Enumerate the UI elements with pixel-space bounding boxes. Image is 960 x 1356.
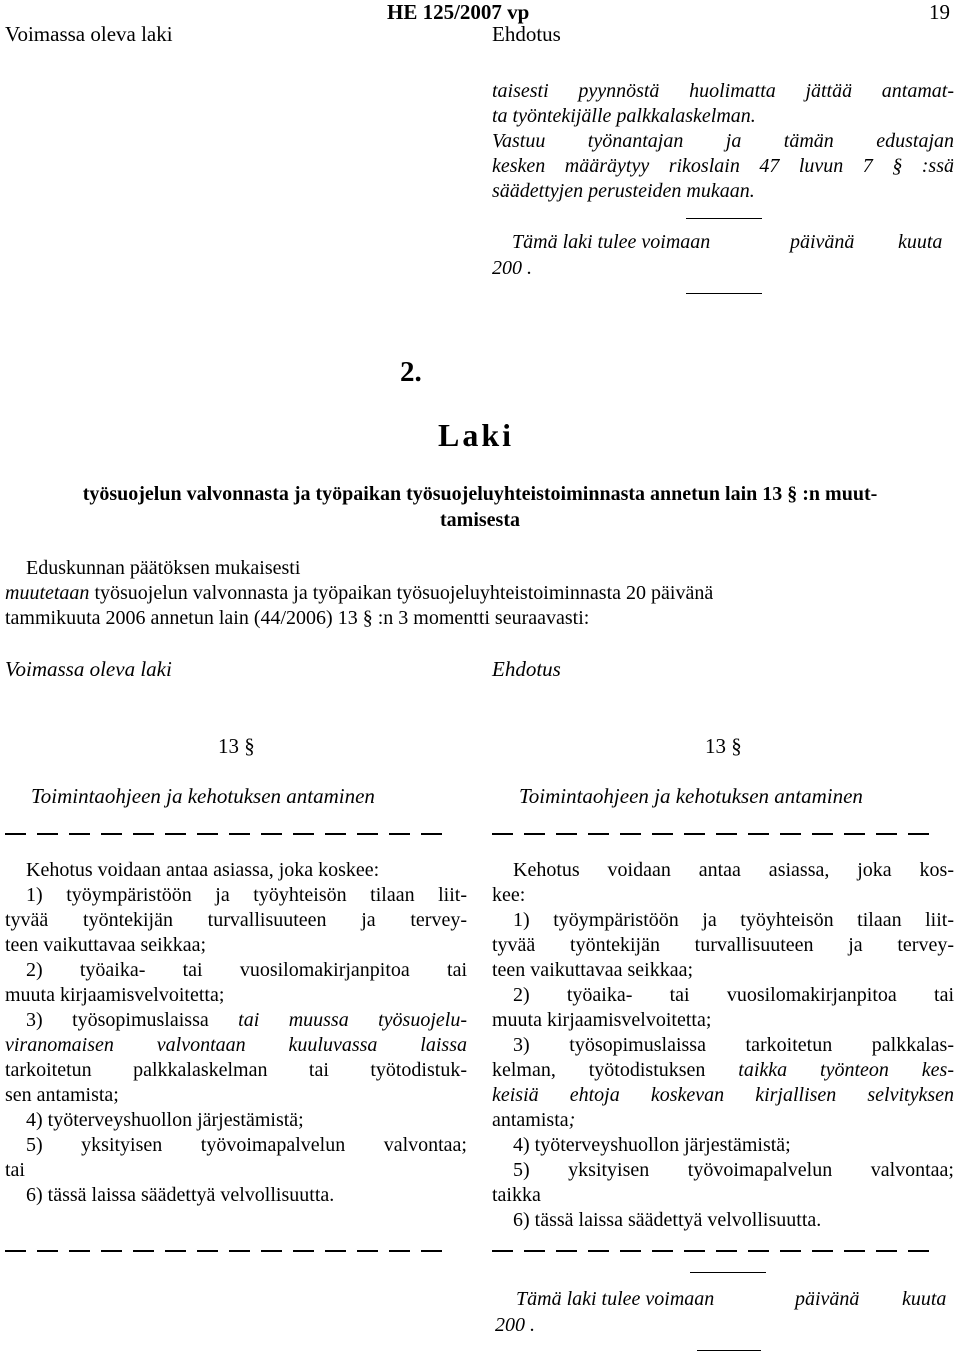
text-line: keisiä ehtoja koskevan kirjallisen selvityksen [492,1084,954,1106]
omission-dashes [5,833,442,835]
text-line [492,1108,954,1133]
omission-dashes [492,1250,929,1252]
right-entry-into-force-day: päivänä [795,1288,860,1310]
text-line [492,1058,954,1083]
entry-into-force-day: päivänä [790,231,855,253]
page-number: 19 [929,0,950,24]
left-section-body [5,858,467,1208]
text-line: 2) työaika- tai vuosilomakirjanpitoa tai [513,984,954,1006]
text-line: muuta kirjaamisvelvoitetta; [5,984,225,1006]
text-line: sen antamista; [5,1084,119,1106]
law-subtitle-line1: työsuojelun valvonnasta ja työpaikan työsuojeluyhteistoiminnasta annetun lain 13 § :n muut- [82,483,878,505]
right-section-body [492,858,954,1233]
separator-rule [686,218,762,219]
text-line: ta työntekijälle palkkalaskelman. [492,105,756,127]
text-span: kelman, työtodistuksen [492,1059,739,1081]
preamble-line2 [5,582,713,605]
text-line: kesken määräytyy rikoslain 47 luvun 7 § :ssä [492,155,954,177]
right-section-number: 13 § [705,734,742,758]
law-number: 2. [400,356,422,388]
text-line: teen vaikuttavaa seikkaa; [5,934,207,956]
right-entry-into-force-month: kuuta [902,1288,947,1310]
text-line: 5) yksityisen työvoimapalvelun valvontaa; [513,1159,954,1181]
omission-dashes [492,833,929,835]
text-line: 1) työympäristöön ja työyhteisön tilaan liit- [513,909,954,931]
preamble-line3: tammikuuta 2006 annetun lain (44/2006) 13 § :n 3 momentti seuraavasti: [5,607,590,629]
text-line: Vastuu työnantajan ja tämän edustajan [492,130,954,152]
preamble-verb: muutetaan [5,582,90,604]
text-line: tai [5,1159,25,1181]
text-line: viranomaisen valvontaan kuuluvassa laissa [5,1034,467,1056]
text-line: 4) työterveyshuollon järjestämistä; [26,1109,304,1131]
law-title: Laki [438,417,515,453]
text-line: 6) tässä laissa säädettyä velvollisuutta. [513,1209,822,1231]
text-line: muuta kirjaamisvelvoitetta; [492,1009,712,1031]
header-left-label: Voimassa oleva laki [5,22,173,46]
text-span: taikka työnteon kes- [738,1059,954,1081]
text-line [5,1008,467,1033]
text-span: tai muussa työsuojelu- [238,1009,467,1031]
text-line: 2) työaika- tai vuosilomakirjanpitoa tai [26,959,467,981]
right-column-heading: Ehdotus [492,657,561,681]
text-line: säädettyjen perusteiden mukaan. [492,180,755,202]
text-line: 3) työsopimuslaissa tarkoitetun palkkalas- [513,1034,954,1056]
left-section-title: Toimintaohjeen ja kehotuksen antaminen [31,784,375,808]
separator-rule [690,1272,766,1273]
top-right-paragraph [492,79,954,204]
text-line: Kehotus voidaan antaa asiassa, joka kos- [513,859,954,881]
right-entry-into-force-year: 200 . [495,1314,535,1336]
separator-rule [686,293,762,294]
text-line: 1) työympäristöön ja työyhteisön tilaan liit- [26,884,467,906]
law-subtitle-line2: tamisesta [440,509,520,531]
text-span: 3) työsopimuslaissa [26,1009,239,1031]
text-line: 6) tässä laissa säädettyä velvollisuutta. [26,1184,335,1206]
entry-into-force-month: kuuta [898,231,943,253]
text-line: Kehotus voidaan antaa asiassa, joka koskee: [26,859,380,881]
entry-into-force-year: 200 . [492,257,532,279]
preamble-line1: Eduskunnan päätöksen mukaisesti [26,557,301,579]
text-line: taikka [492,1184,541,1206]
text-line: taisesti pyynnöstä huolimatta jättää antamat- [492,80,954,102]
preamble-text: työsuojelun valvonnasta ja työpaikan työsuojeluyhteistoiminnasta 20 päivänä [89,582,714,604]
text-line: 4) työterveyshuollon järjestämistä; [513,1134,791,1156]
entry-into-force-phrase: Tämä laki tulee voimaan [512,231,711,253]
text-span: ; [568,1109,576,1131]
text-line: tyvää työntekijän turvallisuuteen ja tervey- [492,934,954,956]
omission-dashes [5,1250,442,1252]
text-line: teen vaikuttavaa seikkaa; [492,959,694,981]
separator-rule [697,1350,761,1351]
text-line: kee: [492,884,526,906]
header-center-label: Ehdotus [492,22,561,46]
text-line: tyvää työntekijän turvallisuuteen ja tervey- [5,909,467,931]
left-section-number: 13 § [218,734,255,758]
text-line: 5) yksityisen työvoimapalvelun valvontaa; [26,1134,467,1156]
document-id: HE 125/2007 vp [387,0,530,24]
right-entry-into-force-phrase: Tämä laki tulee voimaan [516,1288,715,1310]
right-section-title: Toimintaohjeen ja kehotuksen antaminen [519,784,863,808]
text-line: tarkoitetun palkkalaskelman tai työtodistuk- [5,1059,467,1081]
left-column-heading: Voimassa oleva laki [5,657,172,681]
text-span: antamista [492,1109,569,1131]
